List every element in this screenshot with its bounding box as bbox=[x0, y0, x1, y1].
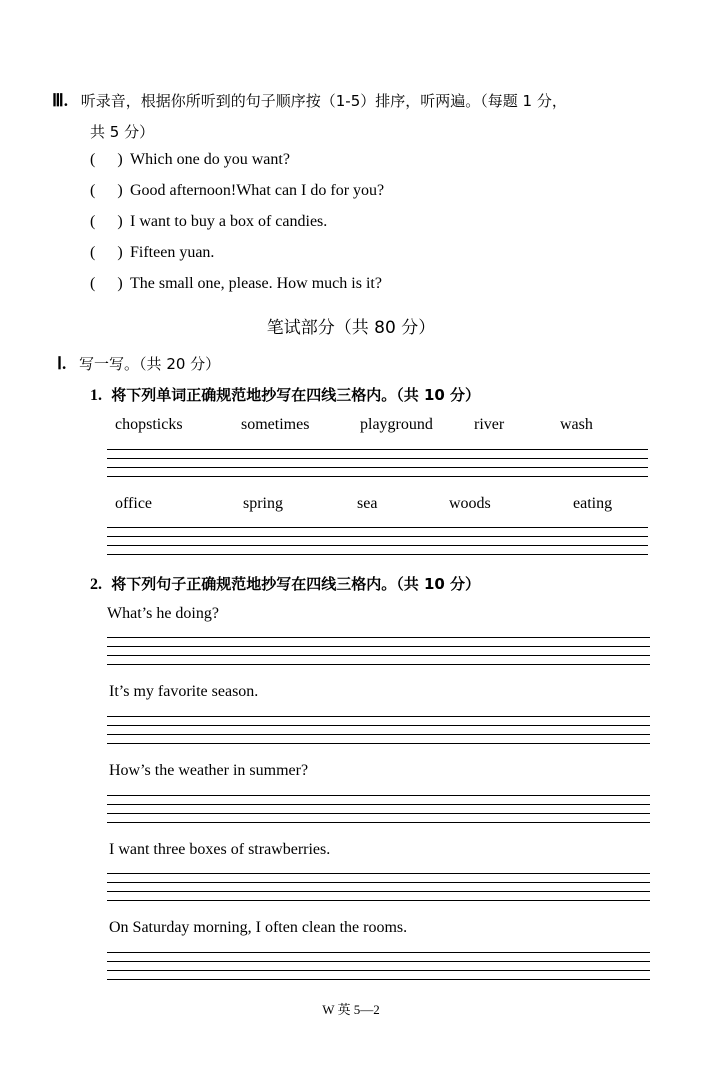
listening-sentence: Which one do you want? bbox=[130, 151, 290, 168]
page-footer: W 英 5—2 bbox=[322, 1002, 380, 1017]
listening-sentence: Good afternoon!What can I do for you? bbox=[130, 182, 385, 199]
listening-instruction-line1 bbox=[52, 90, 567, 111]
word-item: playground bbox=[360, 416, 433, 433]
writing-title: 写一写。（共 20 分） bbox=[79, 355, 221, 373]
word-item: eating bbox=[573, 495, 613, 512]
part1-title: 将下列单词正确规范地抄写在四线三格内。（共 10 分） bbox=[111, 386, 481, 404]
listening-sentence: I want to buy a box of candies. bbox=[130, 213, 328, 230]
four-line-grid[interactable] bbox=[107, 449, 648, 477]
sentence-item: How’s the weather in summer? bbox=[109, 762, 309, 779]
section-number-iii: Ⅲ. bbox=[52, 91, 68, 110]
four-line-grid[interactable] bbox=[107, 952, 650, 980]
listening-instruction-text: 听录音，根据你所听到的句子顺序按（1-5）排序，听两遍。（每题 1 分， bbox=[80, 92, 567, 110]
four-line-grid[interactable] bbox=[107, 527, 648, 555]
listening-instruction-line2: 共 5 分） bbox=[90, 123, 155, 141]
listening-sentence: The small one, please. How much is it? bbox=[130, 275, 382, 292]
word-item: chopsticks bbox=[115, 416, 183, 433]
part2-title: 将下列句子正确规范地抄写在四线三格内。（共 10 分） bbox=[111, 575, 481, 593]
listening-item: ( ) Fifteen yuan. bbox=[90, 244, 215, 261]
four-line-grid[interactable] bbox=[107, 795, 650, 823]
four-line-grid[interactable] bbox=[107, 873, 650, 901]
part1-heading bbox=[90, 384, 480, 405]
part2-number: 2. bbox=[90, 576, 102, 593]
writing-heading bbox=[57, 353, 220, 374]
part2-heading bbox=[90, 573, 480, 594]
word-item: river bbox=[474, 416, 505, 433]
sentence-item: I want three boxes of strawberries. bbox=[109, 841, 331, 858]
sentence-item: What’s he doing? bbox=[107, 605, 219, 622]
word-item: spring bbox=[243, 495, 283, 512]
listening-item: ( ) The small one, please. How much is it? bbox=[90, 275, 382, 292]
sentence-item: On Saturday morning, I often clean the rooms. bbox=[109, 919, 408, 936]
listening-item: ( ) Which one do you want? bbox=[90, 151, 290, 168]
listening-sentence: Fifteen yuan. bbox=[130, 244, 215, 261]
four-line-grid[interactable] bbox=[107, 716, 650, 744]
word-item: office bbox=[115, 495, 153, 512]
word-item: sea bbox=[357, 495, 378, 512]
listening-item: ( ) I want to buy a box of candies. bbox=[90, 213, 328, 230]
written-section-title: 笔试部分（共 80 分） bbox=[266, 318, 436, 338]
sentence-item: It’s my favorite season. bbox=[109, 683, 259, 700]
word-item: wash bbox=[560, 416, 593, 433]
section-number-i: Ⅰ. bbox=[57, 354, 67, 373]
word-item: woods bbox=[449, 495, 491, 512]
listening-item: ( ) Good afternoon!What can I do for you? bbox=[90, 182, 385, 199]
four-line-grid[interactable] bbox=[107, 637, 650, 665]
part1-number: 1. bbox=[90, 387, 102, 404]
word-item: sometimes bbox=[241, 416, 310, 433]
